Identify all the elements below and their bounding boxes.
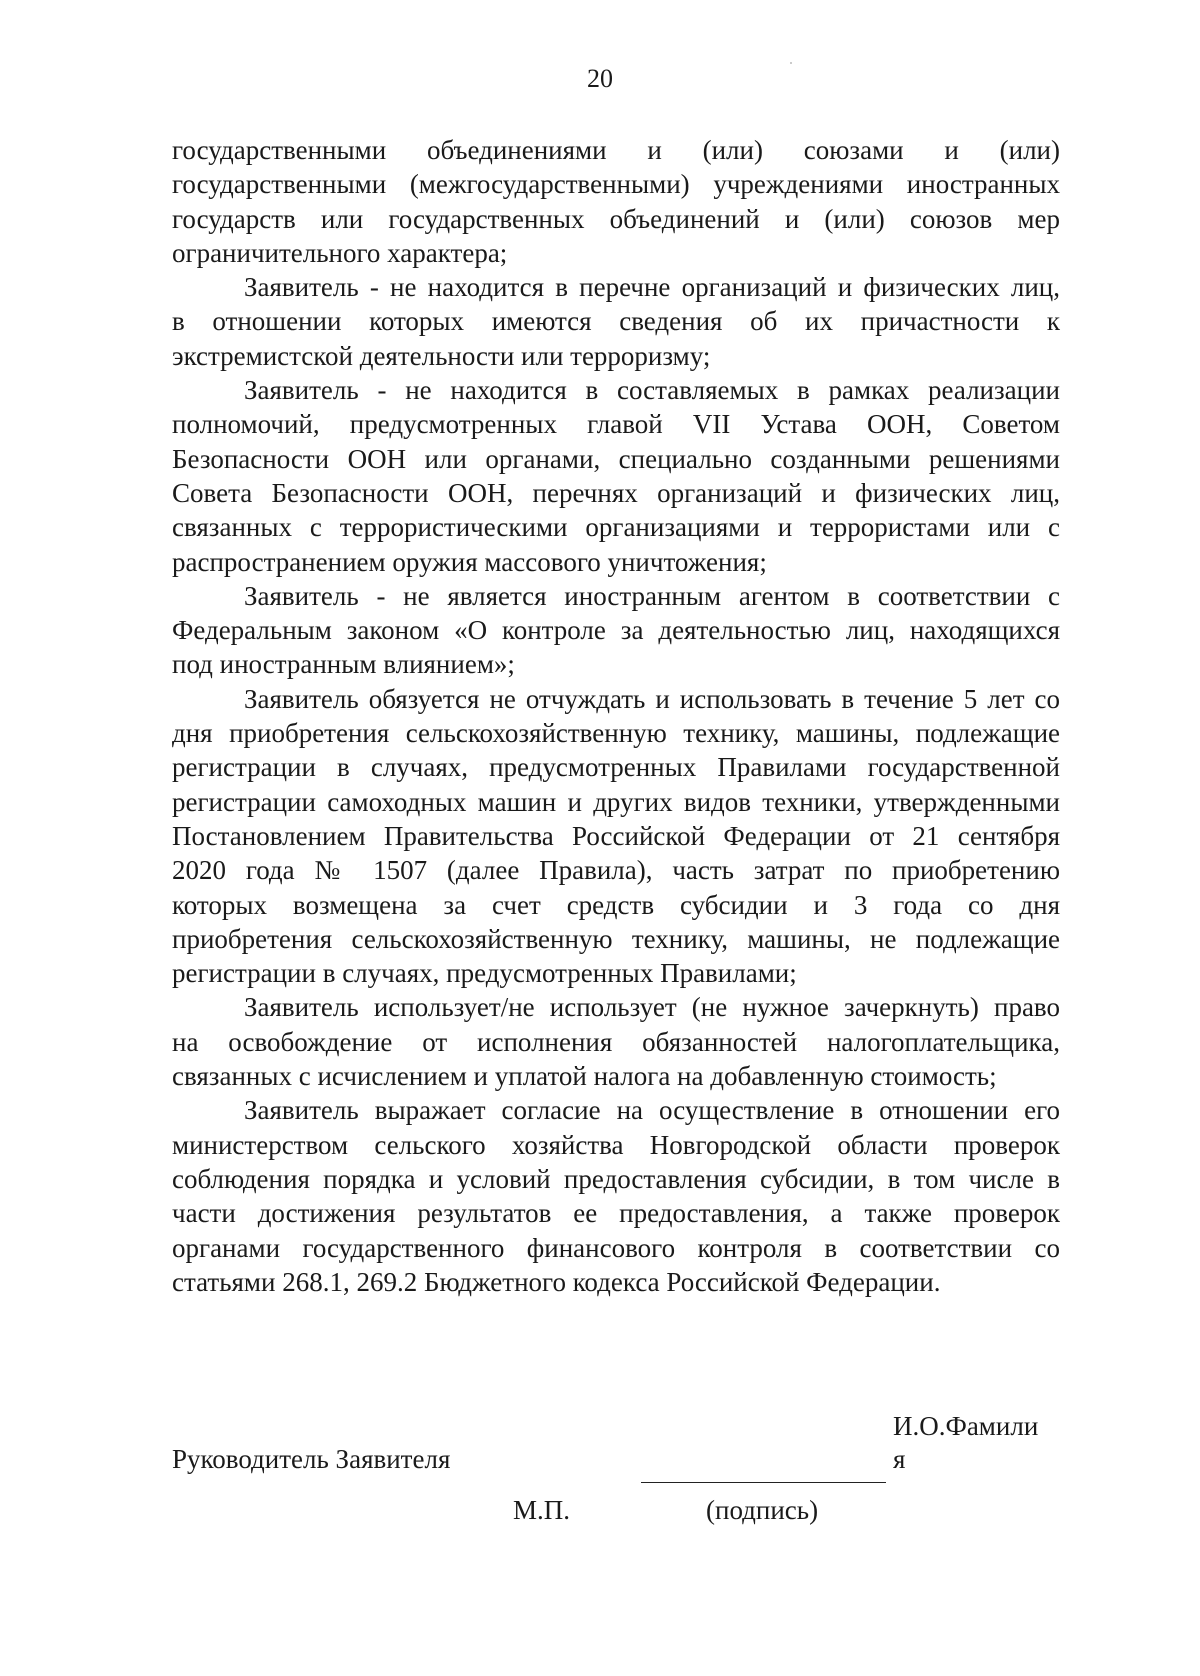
text-line: части достижения результатов ее предоставления, а также проверок [172,1198,1060,1229]
text-line: Заявитель - не находится в составляемых в рамках реализации [244,375,1060,406]
text-line: в отношении которых имеются сведения об их причастности к [172,306,1060,337]
text-line: которых возмещена за счет средств субсидии и 3 года со дня [172,889,1060,920]
text-line: Федеральным законом «О контроле за деятельностью лиц, находящихся [172,615,1060,646]
text-line: связанных с исчислением и уплатой налога на добавленную стоимость; [172,1061,997,1092]
text-line: Заявитель использует/не использует (не нужное зачеркнуть) право [244,992,1060,1023]
text-line: статьями 268.1, 269.2 Бюджетного кодекса Российской Федерации. [172,1266,941,1297]
head-of-applicant-label: Руководитель Заявителя [172,1444,451,1474]
text-line: соблюдения порядка и условий предоставления субсидии, в том числе в [172,1163,1060,1194]
text-line: государственными объединениями и (или) союзами и (или) [172,135,1060,165]
text-line: дня приобретения сельскохозяйственную технику, машины, подлежащие [172,718,1060,749]
text-line: регистрации в случаях, предусмотренных Правилами государственной [172,752,1060,783]
text-line: под иностранным влиянием»; [172,649,515,680]
signatory-name: И.О.Фамили [893,1411,1039,1441]
text-line: связанных с террористическими организациями и террористами или с [172,512,1060,543]
text-line: государств или государственных объединений и (или) союзов мер [172,203,1060,234]
text-line: Безопасности ООН или органами, специально созданными решениями [172,443,1060,474]
text-line: приобретения сельскохозяйственную технику, машины, не подлежащие [172,923,1060,954]
text-line: 2020 года № 1507 (далее Правила), часть затрат по приобретению [172,855,1060,886]
text-line: ограничительного характера; [172,237,508,268]
text-line: Совета Безопасности ООН, перечнях организаций и физических лиц, [172,477,1060,508]
text-line: государственными (межгосударственными) учреждениями иностранных [172,169,1060,200]
signatory-name-continued: я [893,1444,906,1474]
text-line: регистрации в случаях, предусмотренных Правилами; [172,958,797,989]
text-line: полномочий, предусмотренных главой VII Устава ООН, Советом [172,409,1060,440]
text-line: распространением оружия массового уничтожения; [172,546,767,577]
stamp-placeholder-label: М.П. [513,1495,571,1525]
text-line: министерством сельского хозяйства Новгородской области проверок [172,1129,1060,1160]
document-body [172,133,1060,1299]
text-line: Заявитель - не является иностранным агентом в соответствии с [244,580,1060,611]
scan-speck [790,62,792,64]
signature-caption: (подпись) [706,1495,819,1525]
text-line: Заявитель выражает согласие на осуществление в отношении его [244,1095,1060,1126]
text-line: на освобождение от исполнения обязанностей налогоплательщика, [172,1026,1060,1057]
page-number: 20 [587,64,613,93]
text-line: Заявитель - не находится в перечне организаций и физических лиц, [244,272,1060,303]
text-line: регистрации самоходных машин и других видов техники, утвержденными [172,786,1060,817]
text-line: органами государственного финансового контроля в соответствии со [172,1232,1060,1263]
text-line: Заявитель обязуется не отчуждать и использовать в течение 5 лет со [244,683,1060,714]
text-line: экстремистской деятельности или терроризму; [172,340,711,371]
text-line: Постановлением Правительства Российской Федерации от 21 сентября [172,820,1060,851]
signature-line [641,1482,886,1483]
